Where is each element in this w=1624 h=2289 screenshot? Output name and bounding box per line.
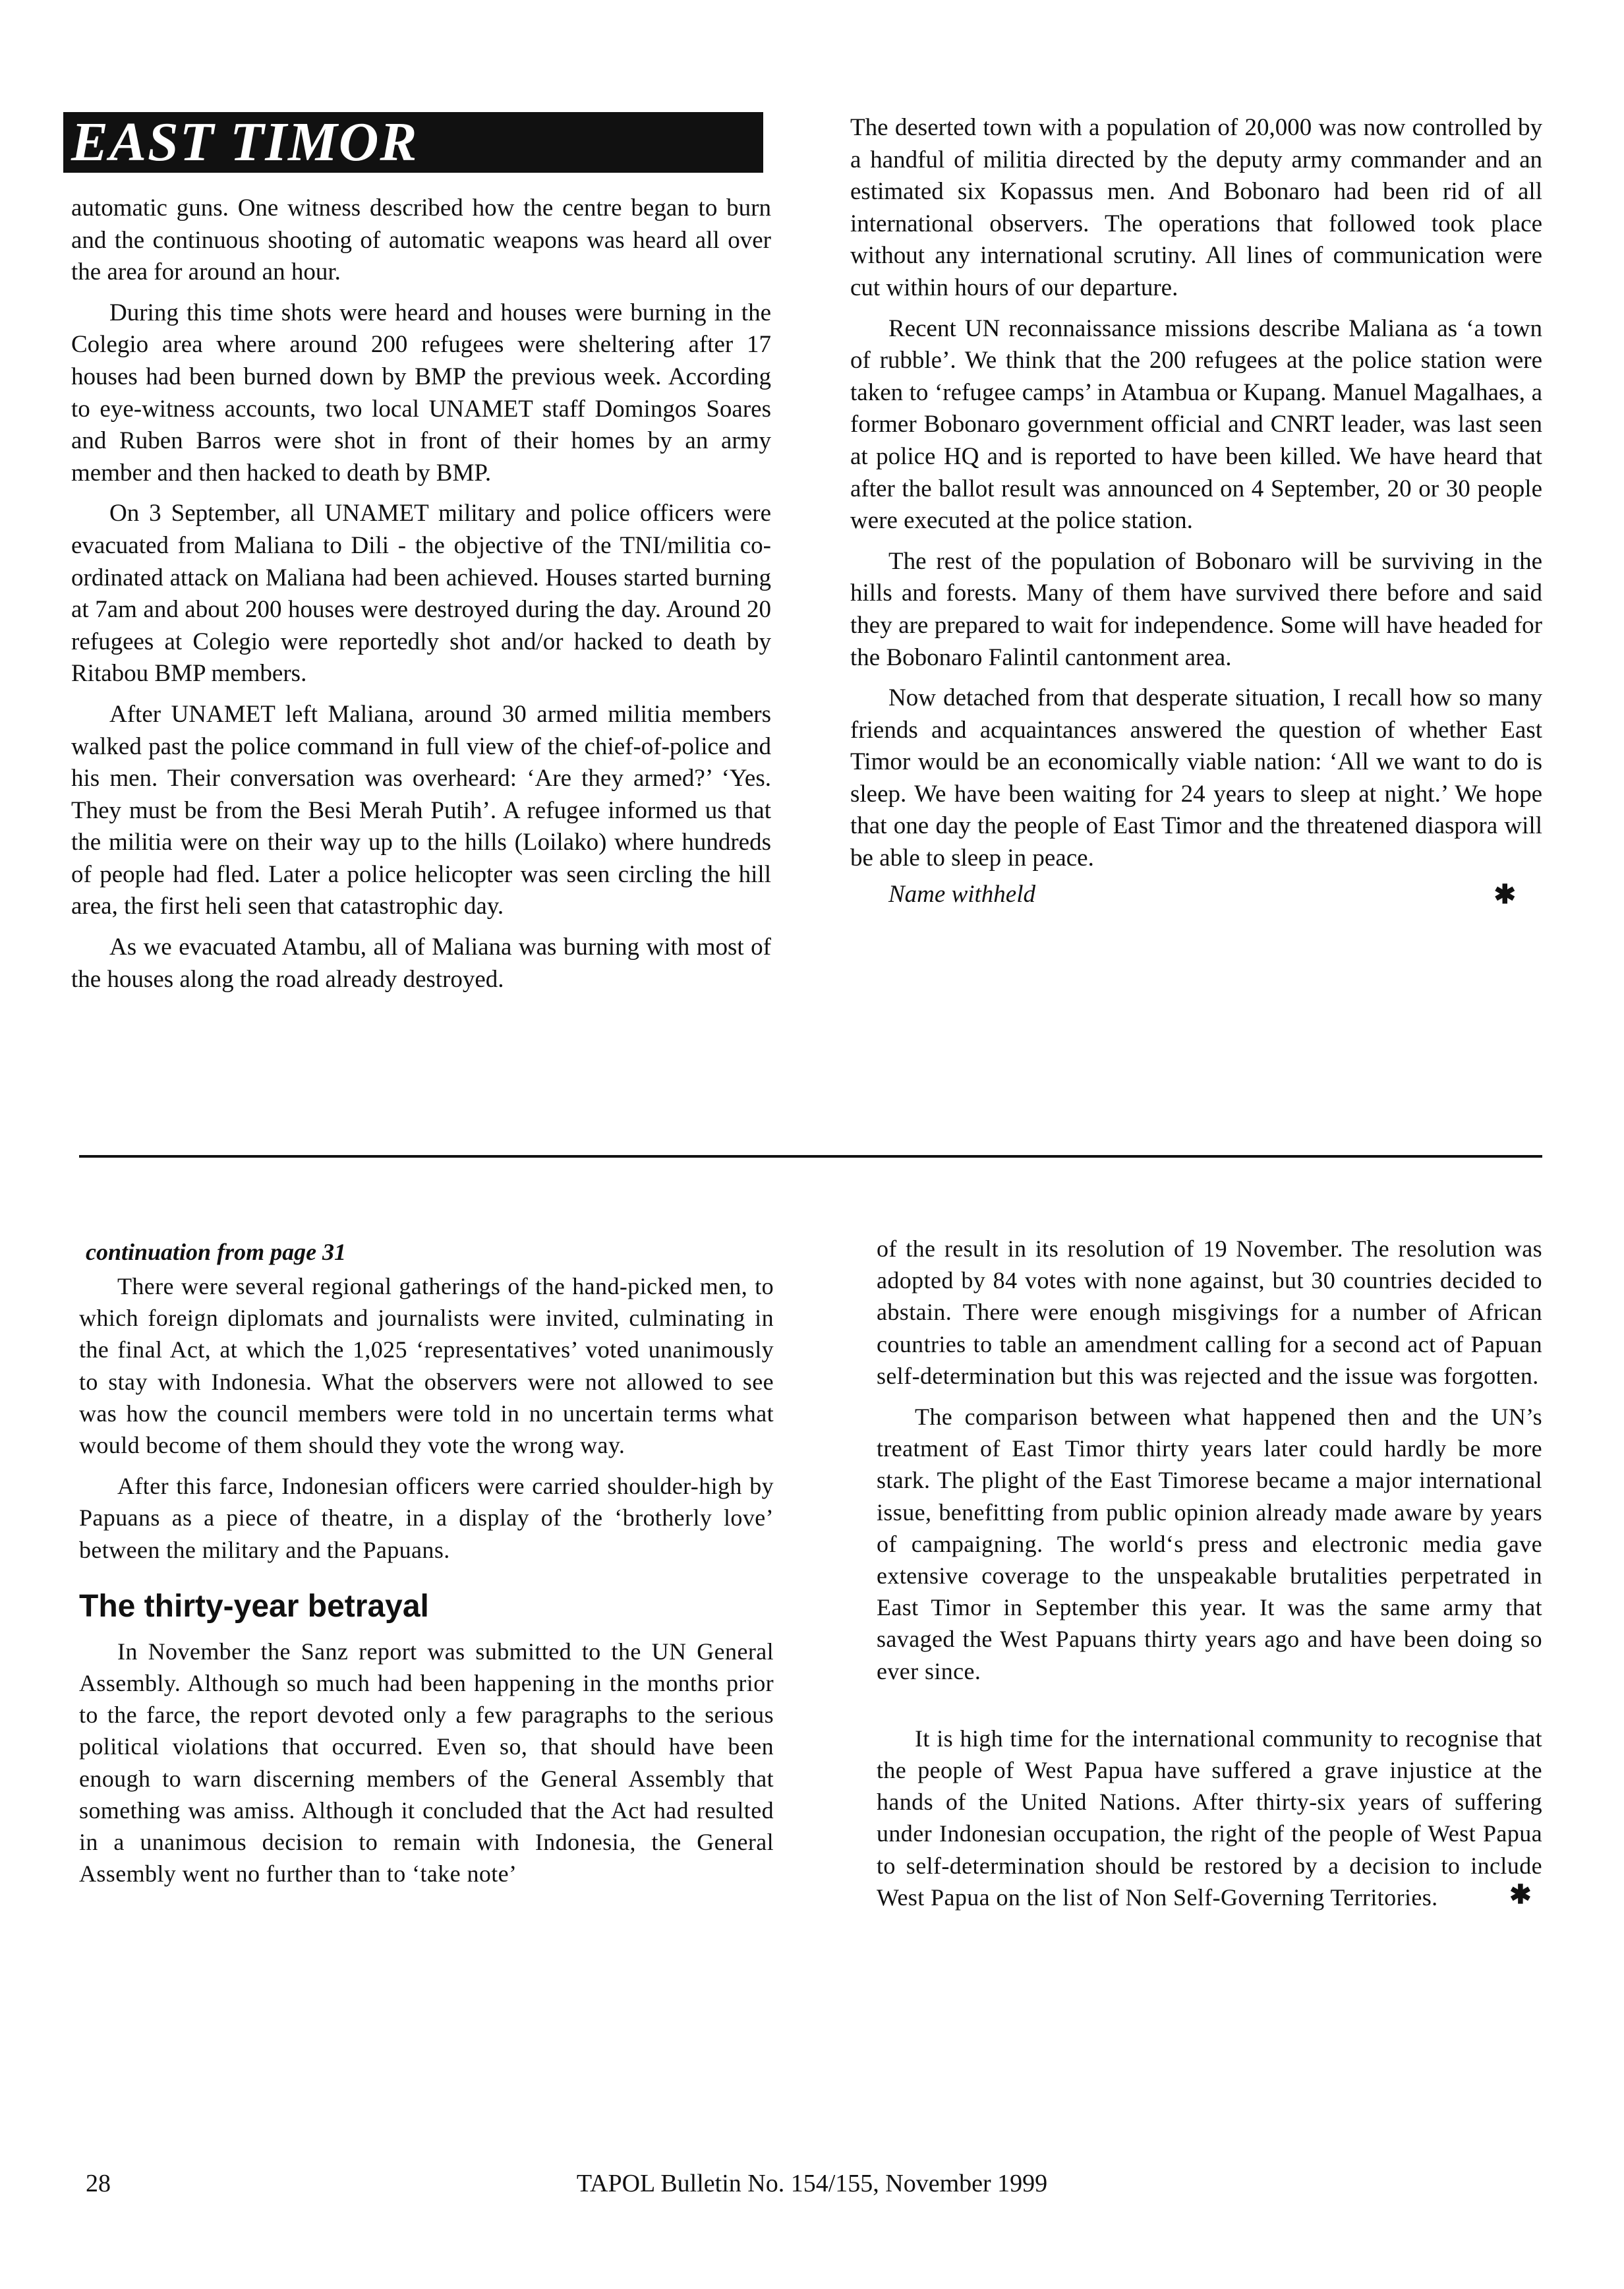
top-right-column <box>850 112 1542 910</box>
section-banner-east-timor: EAST TIMOR <box>63 112 763 173</box>
article-paragraph: The deserted town with a population of 20,000 was now controlled by a handful of militia directed by the deputy army commander and an estimated six Kopassus men. And Bobonaro had been rid of all international observers. The operations that followed took place without any international scrutiny. All lines of communication were cut within hours of our departure. <box>850 114 1542 301</box>
article-paragraph: There were several regional gatherings of the hand-picked men, to which foreign diplomats and journalists were invited, culminating in the final Act, at which the 1,025 ‘representatives’ voted unanimously to stay with Indonesia. What the observers were not allowed to see was how the council members were told in no uncertain terms what would become of them should they vote the wrong way. <box>79 1273 774 1459</box>
article-paragraph: automatic guns. One witness described how the centre began to burn and the continuous shooting of automatic weapons was heard all over the area for around an hour. <box>71 194 771 286</box>
signature-line <box>850 879 1542 910</box>
continuation-note: continuation from page 31 <box>86 1239 347 1265</box>
top-left-column <box>71 193 771 996</box>
article-paragraph: During this time shots were heard and houses were burning in the Colegio area where around 200 refugees were sheltering after 17 houses had been burned down by BMP the previous week. According to eye-witness accounts, two local UNAMET staff Domingos Soares and Ruben Barros were shot in front of their homes by an army member and then hacked to death by BMP. <box>71 299 771 487</box>
article-paragraph: of the result in its resolution of 19 November. The resolution was adopted by 84 votes with none against, but 30 countries decided to abstain. There were enough misgivings for a number of African countries to table an amendment calling for a second act of Papuan self-determination but this was rejected and the issue was forgotten. <box>877 1235 1542 1389</box>
bottom-right-column <box>877 1233 1542 1913</box>
article-paragraph <box>877 1723 1542 1913</box>
bottom-left-column <box>79 1236 774 1889</box>
end-mark-star-icon: ✱ <box>1494 879 1516 909</box>
author-signature: Name withheld <box>888 880 1036 908</box>
section-divider <box>79 1155 1542 1158</box>
article-paragraph: As we evacuated Atambu, all of Maliana was burning with most of the houses along the road already destroyed. <box>71 934 771 993</box>
article-paragraph: On 3 September, all UNAMET military and police officers were evacuated from Maliana to Dili - the objective of the TNI/militia co-ordinated attack on Maliana had been achieved. Houses started burning at 7am and about 200 houses were destroyed during the day. Around 20 refugees at Colegio were reportedly shot and/or hacked to death by Ritabou BMP members. <box>71 500 771 688</box>
end-mark-star-icon: ✱ <box>1509 1879 1532 1909</box>
page-number: 28 <box>86 2170 111 2197</box>
article-paragraph: Recent UN reconnaissance missions describe Maliana as ‘a town of rubble’. We think that the 200 refugees at the police station were taken to ‘refugee camps’ in Atambua or Kupang. Manuel Magalhaes, a former Bobonaro government official and CNRT leader, was last seen at police HQ and is reported to have been killed. We have heard that after the ballot result was announced on 4 September, 20 or 30 people were executed at the police station. <box>850 314 1542 535</box>
subheading: The thirty-year betrayal <box>79 1588 429 1624</box>
article-paragraph: After this farce, Indonesian officers were carried shoulder-high by Papuans as a piece of theatre, in a display of the ‘brotherly love’ between the military and the Papuans. <box>79 1473 774 1563</box>
article-paragraph: Now detached from that desperate situation, I recall how so many friends and acquaintances answered the question of whether East Timor would be an economically viable nation: ‘All we want to do is sleep. We have been waiting for 24 years to sleep at night.’ We hope that one day the people of East Timor and the threatened diaspora will be able to sleep in peace. <box>850 684 1542 872</box>
article-paragraph: After UNAMET left Maliana, around 30 armed militia members walked past the police command in full view of the chief-of-police and his men. Their conversation was overheard: ‘Are they armed?’ ‘Yes. They must be from the Besi Merah Putih’. A refugee informed us that the militia were on their way up to the hills (Loilako) where hundreds of people had fled. Later a police helicopter was seen circling the hill area, the first heli seen that catastrophic day. <box>71 700 771 920</box>
article-paragraph: The rest of the population of Bobonaro will be surviving in the hills and forests. Many of them have survived there before and said they are prepared to wait for independence. Some will have headed for the Bobonaro Falintil cantonment area. <box>850 547 1542 671</box>
article-paragraph: In November the Sanz report was submitted to the UN General Assembly. Although so much had been happening in the months prior to the farce, the report devoted only a few paragraphs to the serious political violations that occurred. Even so, that should have been enough to warn discerning members of the General Assembly that something was amiss. Although it concluded that the Act had resulted in a unanimous decision to remain with Indonesia, the General Assembly went no further than to ‘take note’ <box>79 1638 774 1888</box>
article-paragraph: The comparison between what happened then and the UN’s treatment of East Timor thirty years later could hardly be more stark. The plight of the East Timorese became a major international issue, benefitting from public opinion already made aware by years of campaigning. The world‘s press and electronic media gave extensive coverage to the unspeakable brutalities perpetrated in East Timor in September this year. It was the same army that savaged the West Papuans thirty years ago and have been doing so ever since. <box>877 1404 1542 1684</box>
closing-paragraph-text: It is high time for the international community to recognise that the people of West Papua have suffered a grave injustice at the hands of the United Nations. After thirty-six years of suffering under Indonesian occupation, the right of the people of West Papua to self-determination should be restored by a decision to include West Papua on the list of Non Self-Governing Territories. <box>877 1725 1542 1911</box>
publication-footer: TAPOL Bulletin No. 154/155, November 1999 <box>576 2170 1048 2197</box>
